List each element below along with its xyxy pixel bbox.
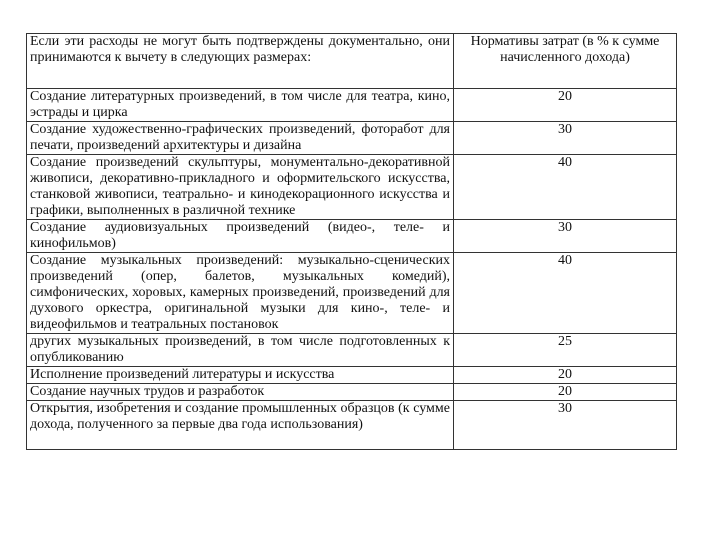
table-row (27, 384, 677, 401)
row-description: Создание музыкальных произведений: музыкально-сценических произведений (опер, балетов, музыкальных комедий), симфонических, хоровых, камерных произведений, произведений для духового оркестра, оригинальной музыки для кино-, теле- и видеофильмов и театральных постановок (27, 253, 454, 334)
row-description: Исполнение произведений литературы и искусства (27, 367, 454, 384)
row-description: Создание литературных произведений, в том числе для театра, кино, эстрады и цирка (27, 89, 454, 122)
table-row (27, 367, 677, 384)
table-row (27, 253, 677, 334)
header-description: Если эти расходы не могут быть подтверждены документально, они принимаются к вычету в следующих размерах: (27, 34, 454, 89)
row-value: 25 (454, 334, 677, 367)
expense-norms-table (26, 33, 677, 450)
row-value: 40 (454, 253, 677, 334)
table-header-row (27, 34, 677, 89)
row-description: Создание произведений скульптуры, монументально-декоративной живописи, декоративно-прикладного и оформительского искусства, станковой живописи, театрально- и кинодекорационного искусства и графики, выполненных в различной технике (27, 155, 454, 220)
row-description: других музыкальных произведений, в том числе подготовленных к опубликованию (27, 334, 454, 367)
table-row (27, 89, 677, 122)
table-row (27, 401, 677, 450)
row-description: Создание художественно-графических произведений, фоторабот для печати, произведений архитектуры и дизайна (27, 122, 454, 155)
row-value: 20 (454, 367, 677, 384)
row-value: 30 (454, 220, 677, 253)
expense-norms-table-container (26, 33, 676, 450)
row-value: 40 (454, 155, 677, 220)
row-description: Создание аудиовизуальных произведений (видео-, теле- и кинофильмов) (27, 220, 454, 253)
table-row (27, 334, 677, 367)
header-norm: Нормативы затрат (в % к сумме начисленного дохода) (454, 34, 677, 89)
table-row (27, 220, 677, 253)
row-value: 30 (454, 401, 677, 450)
row-value: 20 (454, 384, 677, 401)
row-description: Создание научных трудов и разработок (27, 384, 454, 401)
row-value: 20 (454, 89, 677, 122)
table-row (27, 155, 677, 220)
row-value: 30 (454, 122, 677, 155)
table-row (27, 122, 677, 155)
row-description: Открытия, изобретения и создание промышленных образцов (к сумме дохода, полученного за первые два года использования) (27, 401, 454, 450)
